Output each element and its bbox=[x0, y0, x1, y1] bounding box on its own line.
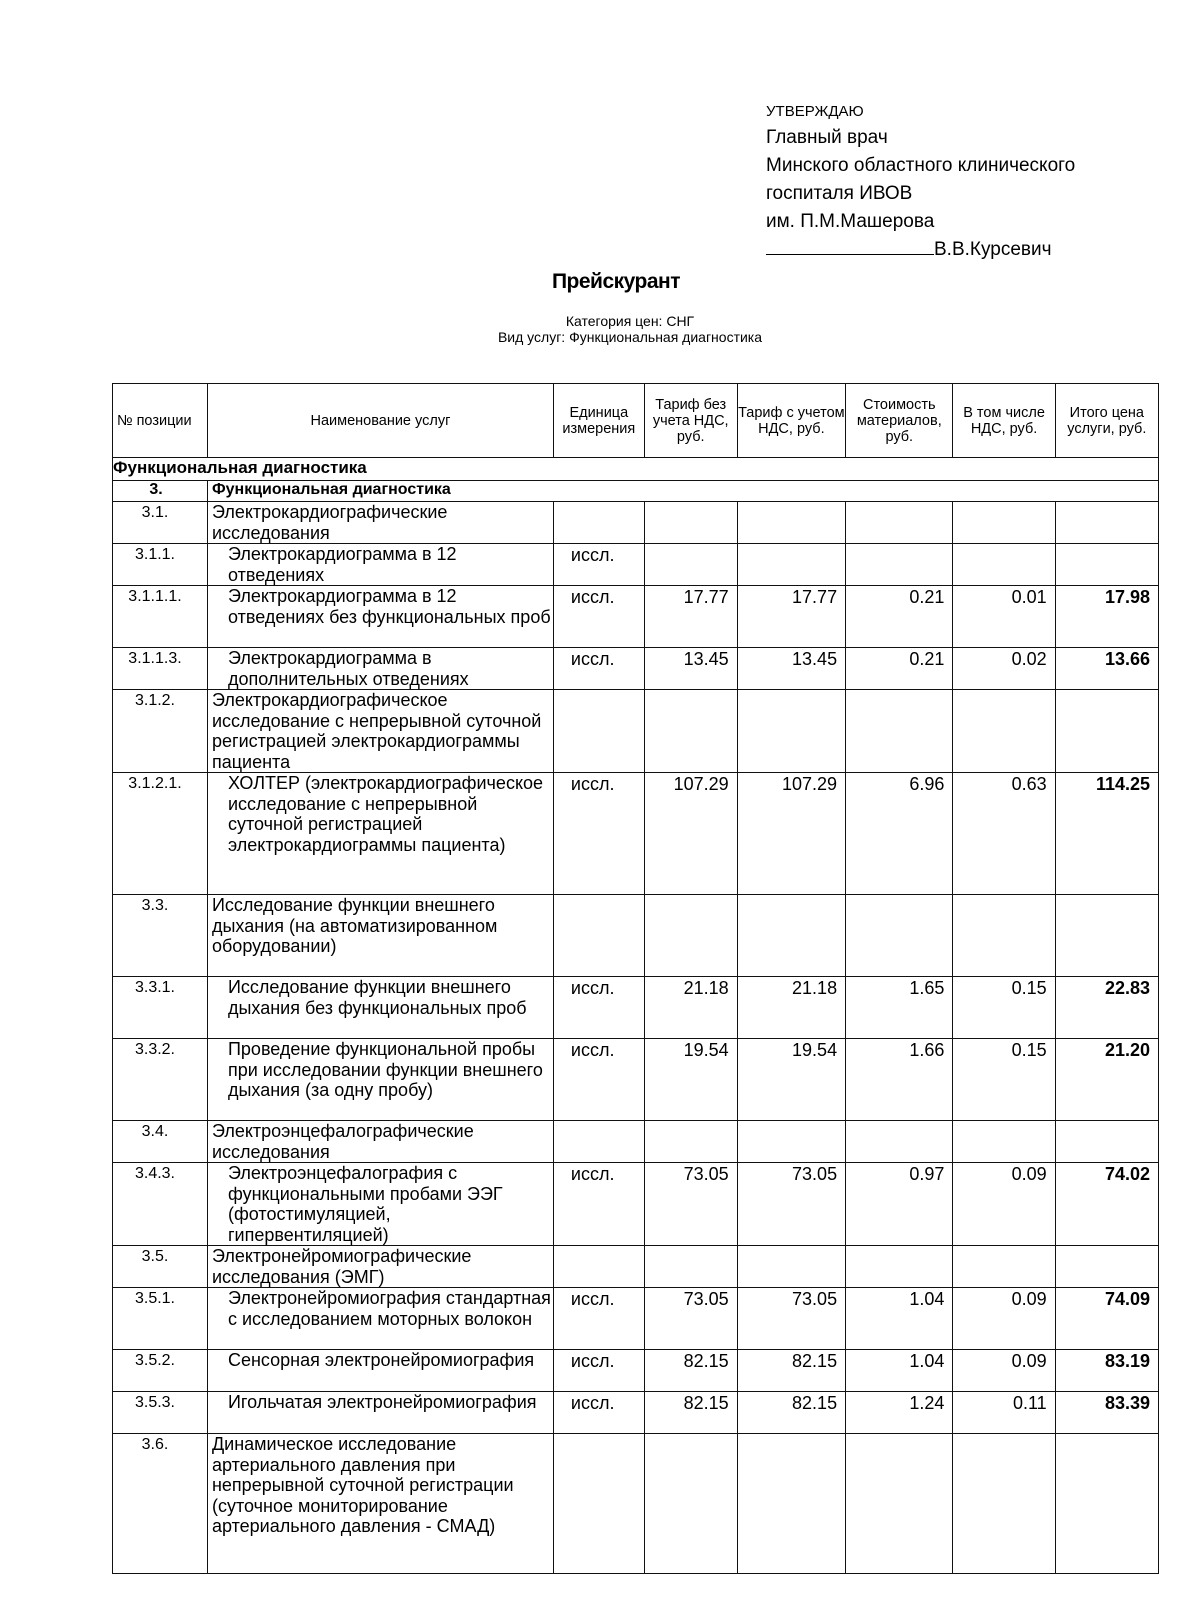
row-tariff-with-vat bbox=[737, 1434, 845, 1574]
row-service-name: Игольчатая электронейромиография bbox=[207, 1392, 553, 1434]
table-row bbox=[113, 977, 1159, 1039]
row-tariff-with-vat bbox=[737, 1121, 845, 1163]
row-total-price bbox=[1055, 544, 1158, 586]
row-service-name: Исследование функции внешнего дыхания без функциональных проб bbox=[207, 977, 553, 1039]
row-vat-included: 0.63 bbox=[953, 773, 1055, 895]
price-category: Категория цен: СНГ bbox=[565, 313, 695, 329]
row-materials-cost bbox=[846, 1434, 953, 1574]
approval-line-3: госпиталя ИВОВ bbox=[766, 183, 913, 204]
header-service-name: Наименование услуг bbox=[207, 384, 553, 458]
table-row bbox=[113, 773, 1159, 895]
row-materials-cost: 1.04 bbox=[846, 1350, 953, 1392]
row-unit bbox=[553, 690, 644, 773]
section-row bbox=[113, 458, 1159, 481]
row-service-name: ХОЛТЕР (электрокардиографическое исследование с непрерывной суточной регистрацией электрокардиограммы пациента) bbox=[207, 773, 553, 895]
row-vat-included bbox=[953, 1246, 1055, 1288]
approval-block bbox=[766, 100, 1186, 264]
row-tariff-with-vat: 82.15 bbox=[737, 1392, 845, 1434]
row-position: 3.4. bbox=[113, 1121, 208, 1163]
row-service-name: Электрокардиограмма в 12 отведениях без функциональных проб bbox=[207, 586, 553, 648]
row-tariff-without-vat: 21.18 bbox=[644, 977, 737, 1039]
approval-line-4: им. П.М.Машерова bbox=[766, 211, 935, 232]
approval-line-1: Главный врач bbox=[766, 127, 888, 148]
table-row bbox=[113, 1163, 1159, 1246]
header-tariff-without-vat: Тариф без учета НДС, руб. bbox=[644, 384, 737, 458]
signature-line bbox=[766, 236, 934, 255]
row-unit: иссл. bbox=[553, 648, 644, 690]
row-unit: иссл. bbox=[553, 977, 644, 1039]
row-position: 3.5.1. bbox=[113, 1288, 208, 1350]
row-total-price: 114.25 bbox=[1055, 773, 1158, 895]
row-unit: иссл. bbox=[553, 1350, 644, 1392]
row-position: 3.5.3. bbox=[113, 1392, 208, 1434]
row-vat-included bbox=[953, 895, 1055, 977]
row-materials-cost: 0.21 bbox=[846, 648, 953, 690]
approval-approve-text: УТВЕРЖДАЮ bbox=[766, 103, 864, 120]
row-vat-included bbox=[953, 502, 1055, 544]
row-materials-cost: 1.24 bbox=[846, 1392, 953, 1434]
header-total-price: Итого цена услуги, руб. bbox=[1055, 384, 1158, 458]
row-unit: иссл. bbox=[553, 1288, 644, 1350]
row-service-name: Динамическое исследование артериального давления при непрерывной суточной регистрации (суточное мониторирование артериального давления - СМАД) bbox=[207, 1434, 553, 1574]
row-vat-included: 0.09 bbox=[953, 1163, 1055, 1246]
row-total-price: 22.83 bbox=[1055, 977, 1158, 1039]
row-total-price: 83.19 bbox=[1055, 1350, 1158, 1392]
row-tariff-with-vat bbox=[737, 1246, 845, 1288]
row-total-price bbox=[1055, 895, 1158, 977]
row-service-name: Электроэнцефалография с функциональными пробами ЭЭГ (фотостимуляцией, гипервентиляцией) bbox=[207, 1163, 553, 1246]
row-tariff-without-vat: 17.77 bbox=[644, 586, 737, 648]
row-vat-included: 0.01 bbox=[953, 586, 1055, 648]
row-position: 3.3.1. bbox=[113, 977, 208, 1039]
row-tariff-with-vat bbox=[737, 895, 845, 977]
row-materials-cost bbox=[846, 1246, 953, 1288]
row-materials-cost: 1.65 bbox=[846, 977, 953, 1039]
row-tariff-without-vat bbox=[644, 502, 737, 544]
row-total-price bbox=[1055, 690, 1158, 773]
row-tariff-without-vat: 73.05 bbox=[644, 1288, 737, 1350]
header-materials-cost: Стоимость материалов, руб. bbox=[846, 384, 953, 458]
row-materials-cost bbox=[846, 1121, 953, 1163]
approval-signature bbox=[766, 236, 1186, 264]
header-tariff-with-vat: Тариф с учетом НДС, руб. bbox=[737, 384, 845, 458]
row-service-name: Электрокардиограмма в 12 отведениях bbox=[207, 544, 553, 586]
row-position: 3.1.2. bbox=[113, 690, 208, 773]
row-total-price: 21.20 bbox=[1055, 1039, 1158, 1121]
row-unit bbox=[553, 502, 644, 544]
row-tariff-without-vat: 73.05 bbox=[644, 1163, 737, 1246]
row-service-name: Сенсорная электронейромиография bbox=[207, 1350, 553, 1392]
row-materials-cost bbox=[846, 502, 953, 544]
table-row bbox=[113, 1121, 1159, 1163]
row-position: 3.4.3. bbox=[113, 1163, 208, 1246]
row-unit bbox=[553, 1121, 644, 1163]
row-unit: иссл. bbox=[553, 1163, 644, 1246]
row-vat-included: 0.02 bbox=[953, 648, 1055, 690]
row-tariff-without-vat bbox=[644, 895, 737, 977]
row-tariff-with-vat bbox=[737, 690, 845, 773]
row-tariff-without-vat: 19.54 bbox=[644, 1039, 737, 1121]
row-materials-cost bbox=[846, 690, 953, 773]
row-tariff-with-vat: 82.15 bbox=[737, 1350, 845, 1392]
row-position: 3.1.1. bbox=[113, 544, 208, 586]
row-position: 3.1.1.3. bbox=[113, 648, 208, 690]
row-tariff-with-vat: 13.45 bbox=[737, 648, 845, 690]
row-tariff-with-vat: 73.05 bbox=[737, 1163, 845, 1246]
row-total-price: 13.66 bbox=[1055, 648, 1158, 690]
row-vat-included: 0.15 bbox=[953, 977, 1055, 1039]
table-row bbox=[113, 544, 1159, 586]
signatory-name: В.В.Курсевич bbox=[934, 239, 1052, 260]
row-tariff-without-vat bbox=[644, 690, 737, 773]
table-row bbox=[113, 1288, 1159, 1350]
row-service-name: Электронейромиография стандартная с исследованием моторных волокон bbox=[207, 1288, 553, 1350]
approval-line-2: Минского областного клинического bbox=[766, 155, 1076, 176]
service-type: Вид услуг: Функциональная диагностика bbox=[497, 329, 763, 345]
row-materials-cost: 1.66 bbox=[846, 1039, 953, 1121]
row-service-name: Исследование функции внешнего дыхания (на автоматизированном оборудовании) bbox=[207, 895, 553, 977]
row-materials-cost: 0.21 bbox=[846, 586, 953, 648]
row-unit: иссл. bbox=[553, 1039, 644, 1121]
row-service-name: Электроэнцефалографические исследования bbox=[207, 1121, 553, 1163]
price-table bbox=[112, 383, 1159, 1574]
row-service-name: Проведение функциональной пробы при исследовании функции внешнего дыхания (за одну пробу) bbox=[207, 1039, 553, 1121]
document-title: Прейскурант bbox=[551, 270, 681, 293]
row-total-price bbox=[1055, 1246, 1158, 1288]
group-name: Функциональная диагностика bbox=[207, 481, 1158, 502]
table-row bbox=[113, 690, 1159, 773]
row-materials-cost bbox=[846, 895, 953, 977]
group-row bbox=[113, 481, 1159, 502]
row-tariff-without-vat: 13.45 bbox=[644, 648, 737, 690]
row-total-price bbox=[1055, 502, 1158, 544]
row-materials-cost: 0.97 bbox=[846, 1163, 953, 1246]
header-vat-included: В том числе НДС, руб. bbox=[953, 384, 1055, 458]
row-vat-included: 0.09 bbox=[953, 1350, 1055, 1392]
row-service-name: Электрокардиографическое исследование с непрерывной суточной регистрацией электрокардиограммы пациента bbox=[207, 690, 553, 773]
row-unit: иссл. bbox=[553, 1392, 644, 1434]
row-vat-included bbox=[953, 1434, 1055, 1574]
row-tariff-without-vat bbox=[644, 1121, 737, 1163]
row-tariff-with-vat: 73.05 bbox=[737, 1288, 845, 1350]
row-position: 3.3. bbox=[113, 895, 208, 977]
row-position: 3.1.1.1. bbox=[113, 586, 208, 648]
row-tariff-without-vat: 82.15 bbox=[644, 1350, 737, 1392]
row-tariff-without-vat: 107.29 bbox=[644, 773, 737, 895]
row-unit bbox=[553, 1246, 644, 1288]
row-tariff-without-vat bbox=[644, 544, 737, 586]
table-row bbox=[113, 1434, 1159, 1574]
row-unit bbox=[553, 895, 644, 977]
group-position: 3. bbox=[113, 481, 208, 502]
table-row bbox=[113, 895, 1159, 977]
section-title: Функциональная диагностика bbox=[113, 458, 1159, 481]
row-vat-included: 0.15 bbox=[953, 1039, 1055, 1121]
row-service-name: Электрокардиограмма в дополнительных отведениях bbox=[207, 648, 553, 690]
row-position: 3.6. bbox=[113, 1434, 208, 1574]
table-row bbox=[113, 1350, 1159, 1392]
row-total-price: 17.98 bbox=[1055, 586, 1158, 648]
row-unit: иссл. bbox=[553, 773, 644, 895]
row-service-name: Электронейромиографические исследования (ЭМГ) bbox=[207, 1246, 553, 1288]
row-materials-cost: 1.04 bbox=[846, 1288, 953, 1350]
table-row bbox=[113, 648, 1159, 690]
row-tariff-with-vat: 17.77 bbox=[737, 586, 845, 648]
row-tariff-with-vat: 21.18 bbox=[737, 977, 845, 1039]
row-unit: иссл. bbox=[553, 544, 644, 586]
row-tariff-with-vat bbox=[737, 544, 845, 586]
row-total-price: 74.02 bbox=[1055, 1163, 1158, 1246]
row-tariff-with-vat bbox=[737, 502, 845, 544]
row-position: 3.5.2. bbox=[113, 1350, 208, 1392]
row-tariff-without-vat: 82.15 bbox=[644, 1392, 737, 1434]
table-row bbox=[113, 586, 1159, 648]
table-row bbox=[113, 502, 1159, 544]
table-row bbox=[113, 1039, 1159, 1121]
row-tariff-without-vat bbox=[644, 1246, 737, 1288]
table-row bbox=[113, 1246, 1159, 1288]
row-position: 3.3.2. bbox=[113, 1039, 208, 1121]
header-unit: Единица измерения bbox=[553, 384, 644, 458]
row-total-price bbox=[1055, 1121, 1158, 1163]
row-unit: иссл. bbox=[553, 586, 644, 648]
row-position: 3.5. bbox=[113, 1246, 208, 1288]
row-vat-included bbox=[953, 544, 1055, 586]
row-vat-included: 0.11 bbox=[953, 1392, 1055, 1434]
header-position: № позиции bbox=[113, 384, 208, 458]
row-vat-included bbox=[953, 1121, 1055, 1163]
row-tariff-with-vat: 19.54 bbox=[737, 1039, 845, 1121]
row-total-price: 74.09 bbox=[1055, 1288, 1158, 1350]
row-total-price bbox=[1055, 1434, 1158, 1574]
row-vat-included bbox=[953, 690, 1055, 773]
row-tariff-without-vat bbox=[644, 1434, 737, 1574]
row-service-name: Электрокардиографические исследования bbox=[207, 502, 553, 544]
table-header-row bbox=[113, 384, 1159, 458]
row-unit bbox=[553, 1434, 644, 1574]
row-materials-cost: 6.96 bbox=[846, 773, 953, 895]
row-position: 3.1.2.1. bbox=[113, 773, 208, 895]
row-tariff-with-vat: 107.29 bbox=[737, 773, 845, 895]
table-row bbox=[113, 1392, 1159, 1434]
row-materials-cost bbox=[846, 544, 953, 586]
row-vat-included: 0.09 bbox=[953, 1288, 1055, 1350]
row-position: 3.1. bbox=[113, 502, 208, 544]
row-total-price: 83.39 bbox=[1055, 1392, 1158, 1434]
